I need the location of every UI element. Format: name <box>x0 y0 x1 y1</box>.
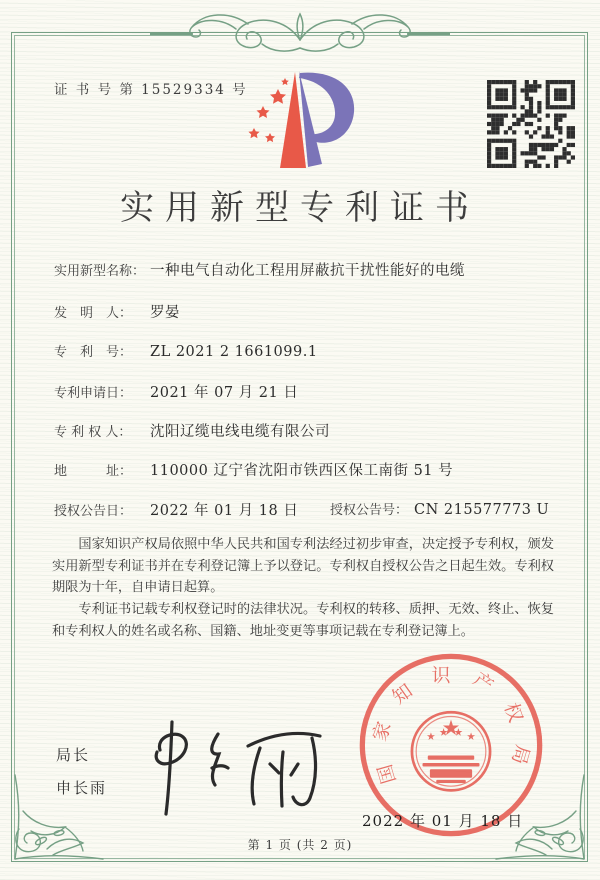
field-inventor <box>54 301 560 322</box>
handwritten-signature <box>130 710 345 828</box>
legal-paragraph-2: 专利证书记载专利权登记时的法律状况。专利权的转移、质押、无效、终止、恢复和专利权人的姓名或名称、国籍、地址变更等事项记载在专利登记簿上。 <box>52 601 554 639</box>
field-label: 专 利 权 人： <box>54 425 132 440</box>
page-number: 第 1 页 (共 2 页) <box>247 838 353 852</box>
field-value: 2022 年 01 月 18 日 <box>150 503 299 519</box>
field-label: 地 址： <box>54 464 133 479</box>
field-label: 授权公告日： <box>54 504 133 519</box>
field-label: 专利申请日： <box>54 386 133 401</box>
field-label: 专 利 号： <box>54 345 133 360</box>
cnipa-logo-icon <box>232 68 368 174</box>
officer-title: 局长 <box>56 746 91 764</box>
field-address <box>54 459 560 480</box>
officer-name: 申长雨 <box>56 779 108 797</box>
field-value: ZL 2021 2 1661099.1 <box>150 344 318 360</box>
qr-code <box>487 80 575 168</box>
national-emblem-icon <box>423 720 480 783</box>
field-label: 实用新型名称： <box>54 264 146 279</box>
legal-text-block <box>52 534 554 642</box>
field-grant-announcement <box>54 499 560 520</box>
field-label: 发 明 人： <box>54 306 133 321</box>
seal-date: 2022 年 01 月 18 日 <box>362 812 524 830</box>
certificate-title: 实用新型专利证书 <box>120 188 480 228</box>
field-value: 2021 年 07 月 21 日 <box>150 385 299 401</box>
field-value: 沈阳辽缆电线电缆有限公司 <box>150 424 330 440</box>
field-label: 授权公告号： <box>330 503 409 518</box>
field-value: 110000 辽宁省沈阳市铁西区保工南街 51 号 <box>150 463 454 479</box>
legal-paragraph-1: 国家知识产权局依照中华人民共和国专利法经过初步审查，决定授予专利权，颁发实用新型专利证书并在专利登记簿上予以登记。专利权自授权公告之日起生效。专利权期限为十年，自申请日起算。 <box>52 537 554 596</box>
top-scrollwork-ornament-icon <box>150 4 450 62</box>
field-patent-number <box>54 341 560 360</box>
field-utility-model-name <box>54 259 560 280</box>
field-grant-number <box>330 499 549 518</box>
certificate-number: 证 书 号 第 15529334 号 <box>54 82 248 98</box>
field-patentee <box>54 420 560 441</box>
field-value: 罗晏 <box>150 305 180 321</box>
seal-text: 国家知识产权局 <box>368 664 534 787</box>
field-filing-date <box>54 381 560 402</box>
field-value: 一种电气自动化工程用屏蔽抗干扰性能好的电缆 <box>150 263 465 279</box>
field-value: CN 215577773 U <box>414 502 550 518</box>
